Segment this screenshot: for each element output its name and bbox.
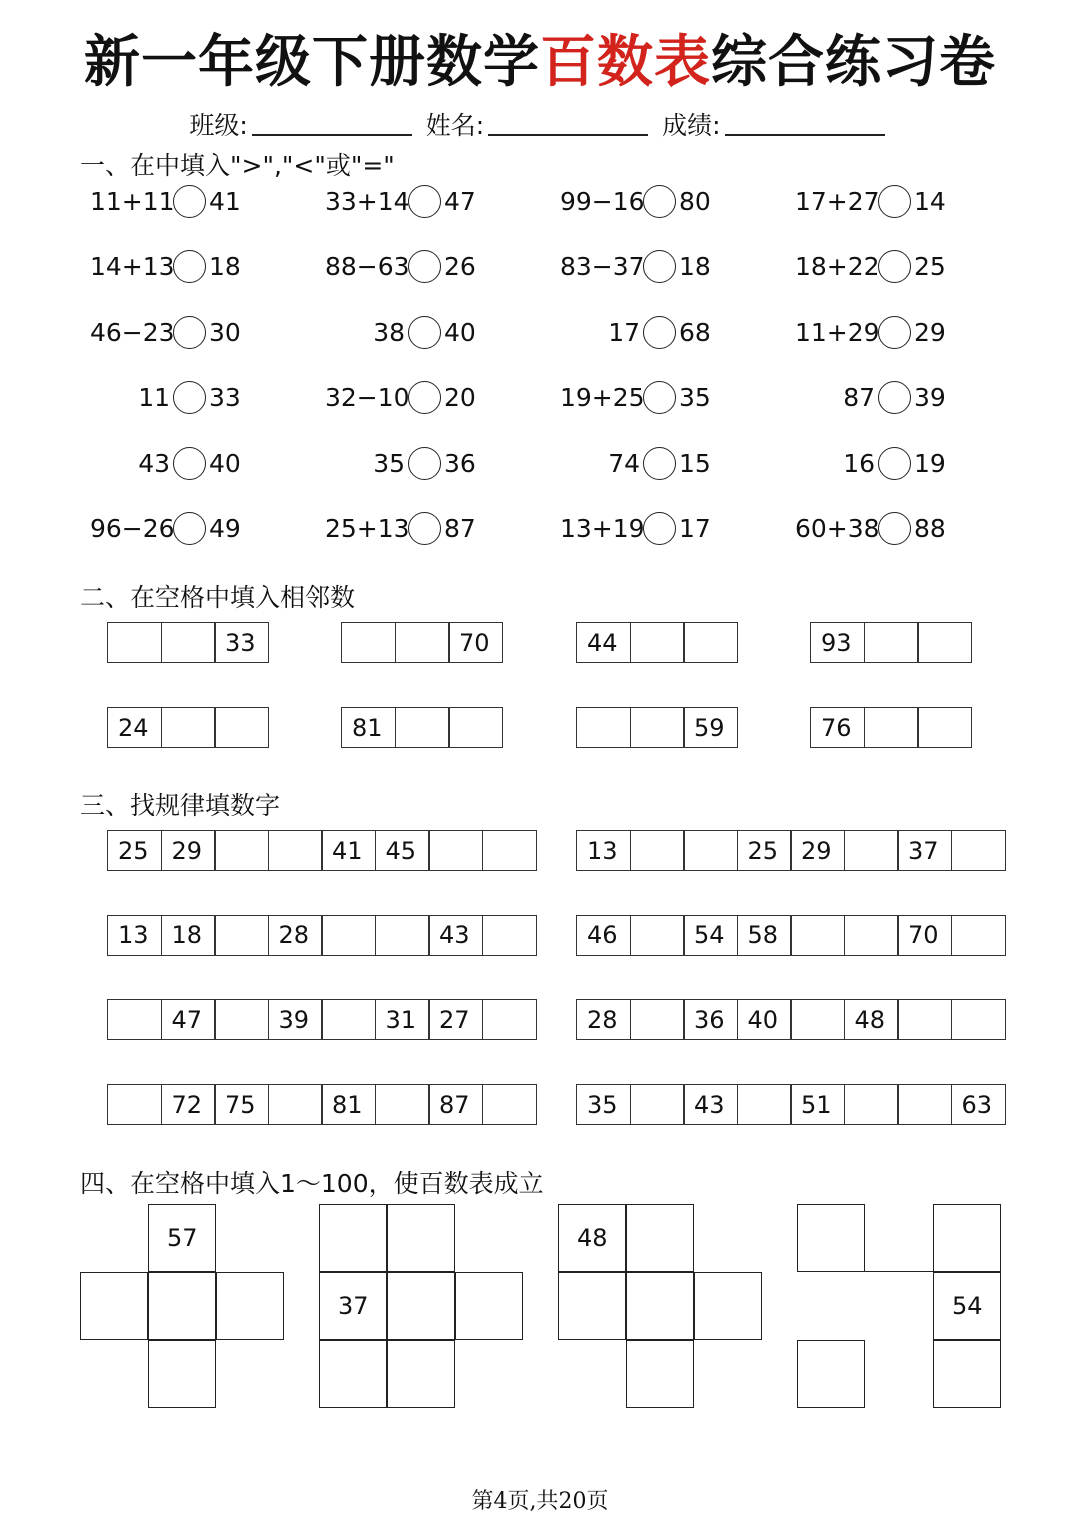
pattern-cell: 81: [321, 1084, 376, 1125]
comparison-item: [325, 247, 476, 287]
answer-circle[interactable]: [878, 250, 911, 283]
pattern-cell[interactable]: [683, 830, 738, 871]
compare-value: 87: [444, 514, 476, 543]
pattern-cell: 54: [683, 915, 738, 956]
expression: 46−23: [90, 317, 175, 347]
expression: 88−63: [325, 252, 410, 281]
pattern-cell[interactable]: [630, 1084, 685, 1125]
pattern-cell[interactable]: [107, 999, 162, 1040]
chart-cell[interactable]: [387, 1272, 455, 1340]
pattern-cell[interactable]: [844, 915, 899, 956]
pattern-cell: 48: [844, 999, 899, 1040]
comparison-item: [325, 378, 476, 418]
chart-cell[interactable]: [319, 1340, 387, 1408]
comparison-item: [560, 181, 711, 221]
expression: 25+13: [325, 514, 410, 543]
pattern-cell: 36: [683, 999, 738, 1040]
chart-cell[interactable]: [626, 1340, 694, 1408]
answer-circle[interactable]: [408, 185, 441, 218]
pattern-row: [576, 999, 1006, 1040]
answer-circle[interactable]: [408, 381, 441, 414]
chart-cell[interactable]: [455, 1272, 523, 1340]
pattern-cell[interactable]: [630, 830, 685, 871]
pattern-cell: 39: [268, 999, 323, 1040]
comparison-item: [325, 443, 476, 483]
pattern-cell[interactable]: [951, 915, 1006, 956]
answer-circle[interactable]: [173, 447, 206, 480]
answer-circle[interactable]: [878, 316, 911, 349]
pattern-cell: 46: [576, 915, 631, 956]
compare-value: 30: [209, 317, 241, 347]
compare-value: 80: [679, 186, 711, 216]
expression: 17+27: [795, 186, 880, 216]
pattern-cell[interactable]: [482, 915, 537, 956]
pattern-cell: 58: [737, 915, 792, 956]
answer-circle[interactable]: [878, 512, 911, 545]
comparison-item: [560, 509, 711, 549]
pattern-cell[interactable]: [897, 999, 952, 1040]
answer-circle[interactable]: [408, 512, 441, 545]
pattern-cell: 31: [375, 999, 430, 1040]
pattern-cell: 63: [951, 1084, 1006, 1125]
pattern-cell[interactable]: [214, 999, 269, 1040]
pattern-cell[interactable]: [482, 830, 537, 871]
chart-cell[interactable]: [626, 1272, 694, 1340]
answer-circle[interactable]: [408, 316, 441, 349]
pattern-cell[interactable]: [951, 830, 1006, 871]
expression: 16: [843, 448, 875, 478]
expression: 19+25: [560, 383, 645, 412]
chart-cell: 54: [933, 1272, 1001, 1340]
pattern-cell: 37: [897, 830, 952, 871]
pattern-cell[interactable]: [482, 999, 537, 1040]
section2-heading: 二、在空格中填入相邻数: [80, 583, 356, 612]
pattern-row: [107, 999, 537, 1040]
compare-value: 19: [914, 448, 946, 478]
neighbor-group: [341, 622, 503, 663]
neighbor-group: [107, 707, 269, 748]
class-blank[interactable]: [252, 110, 412, 136]
answer-circle[interactable]: [643, 447, 676, 480]
neighbor-group: [341, 707, 503, 748]
pattern-cell: 43: [683, 1084, 738, 1125]
pattern-cell: 75: [214, 1084, 269, 1125]
pattern-row: [576, 915, 1006, 956]
pattern-cell: 51: [790, 1084, 845, 1125]
pattern-cell: 41: [321, 830, 376, 871]
pattern-cell: 40: [737, 999, 792, 1040]
chart-cell[interactable]: [558, 1272, 626, 1340]
compare-value: 15: [679, 448, 711, 478]
pattern-cell: 13: [576, 830, 631, 871]
neighbor-cell[interactable]: [161, 622, 216, 663]
comparison-item: [795, 378, 946, 418]
section4-heading: 四、在空格中填入1～100，使百数表成立: [80, 1169, 544, 1198]
pattern-cell[interactable]: [482, 1084, 537, 1125]
pattern-cell[interactable]: [107, 1084, 162, 1125]
pattern-cell[interactable]: [630, 999, 685, 1040]
expression: 32−10: [325, 383, 410, 412]
pattern-row: [576, 1084, 1006, 1125]
chart-cell[interactable]: [387, 1340, 455, 1408]
comparison-item: [90, 247, 241, 287]
neighbor-group: [810, 622, 972, 663]
connector-line: [865, 1271, 933, 1272]
pattern-cell[interactable]: [268, 830, 323, 871]
neighbor-cell[interactable]: [576, 707, 631, 748]
compare-value: 88: [914, 514, 946, 543]
comparison-item: [795, 509, 946, 549]
pattern-cell[interactable]: [790, 915, 845, 956]
chart-cell[interactable]: [797, 1204, 865, 1272]
pattern-cell: 28: [576, 999, 631, 1040]
compare-value: 40: [444, 317, 476, 347]
student-info-line: 班级: 姓名: 成绩:: [0, 106, 1080, 142]
neighbor-cell[interactable]: [161, 707, 216, 748]
compare-value: 39: [914, 383, 946, 412]
section3-heading: 三、找规律填数字: [80, 791, 281, 820]
expression: 83−37: [560, 252, 645, 281]
pattern-cell: 45: [375, 830, 430, 871]
neighbor-cell[interactable]: [214, 707, 269, 748]
comparison-item: [90, 378, 241, 418]
chart-cell[interactable]: [216, 1272, 284, 1340]
comparison-item: [325, 181, 476, 221]
expression: 74: [608, 448, 640, 478]
pattern-cell: 35: [576, 1084, 631, 1125]
worksheet-title: 新一年级下册数学百数表综合练习卷: [84, 30, 996, 95]
pattern-cell[interactable]: [844, 1084, 899, 1125]
compare-value: 18: [679, 252, 711, 281]
comparison-item: [90, 181, 241, 221]
pattern-cell[interactable]: [375, 915, 430, 956]
comparison-item: [560, 378, 711, 418]
compare-value: 68: [679, 317, 711, 347]
neighbor-cell[interactable]: [683, 622, 738, 663]
chart-cell: 57: [148, 1204, 216, 1272]
compare-value: 17: [679, 514, 711, 543]
chart-cell[interactable]: [148, 1340, 216, 1408]
neighbor-cell[interactable]: [341, 622, 396, 663]
chart-cell[interactable]: [626, 1204, 694, 1272]
neighbor-cell: 70: [448, 622, 503, 663]
answer-circle[interactable]: [643, 250, 676, 283]
compare-value: 35: [679, 383, 711, 412]
compare-value: 49: [209, 514, 241, 543]
expression: 43: [138, 448, 170, 478]
pattern-cell[interactable]: [321, 915, 376, 956]
pattern-cell: 47: [161, 999, 216, 1040]
pattern-cell[interactable]: [737, 1084, 792, 1125]
compare-value: 36: [444, 448, 476, 478]
chart-cell[interactable]: [694, 1272, 762, 1340]
pattern-row: [107, 915, 537, 956]
expression: 60+38: [795, 514, 880, 543]
comparison-item: [560, 247, 711, 287]
neighbor-cell[interactable]: [395, 707, 450, 748]
expression: 11+11: [90, 186, 175, 216]
neighbor-cell: 44: [576, 622, 631, 663]
neighbor-cell: 93: [810, 622, 865, 663]
chart-cell[interactable]: [319, 1204, 387, 1272]
answer-circle[interactable]: [643, 185, 676, 218]
pattern-cell[interactable]: [214, 915, 269, 956]
pattern-cell[interactable]: [630, 915, 685, 956]
chart-cell[interactable]: [933, 1340, 1001, 1408]
pattern-row: [107, 830, 537, 871]
pattern-cell: 25: [107, 830, 162, 871]
chart-cell[interactable]: [80, 1272, 148, 1340]
pattern-cell[interactable]: [951, 999, 1006, 1040]
compare-value: 18: [209, 252, 241, 281]
answer-circle[interactable]: [173, 512, 206, 545]
comparison-item: [325, 312, 476, 352]
neighbor-cell[interactable]: [630, 707, 685, 748]
neighbor-cell: 24: [107, 707, 162, 748]
pattern-cell: 18: [161, 915, 216, 956]
expression: 96−26: [90, 514, 175, 543]
pattern-cell: 13: [107, 915, 162, 956]
neighbor-group: [810, 707, 972, 748]
comparison-item: [325, 509, 476, 549]
answer-circle[interactable]: [408, 250, 441, 283]
pattern-cell: 25: [737, 830, 792, 871]
pattern-cell: 70: [897, 915, 952, 956]
pattern-cell[interactable]: [375, 1084, 430, 1125]
neighbor-cell[interactable]: [107, 622, 162, 663]
expression: 13+19: [560, 514, 645, 543]
pattern-cell[interactable]: [790, 999, 845, 1040]
neighbor-cell: 76: [810, 707, 865, 748]
comparison-item: [560, 443, 711, 483]
expression: 99−16: [560, 186, 645, 216]
answer-circle[interactable]: [173, 381, 206, 414]
name-blank[interactable]: [488, 110, 648, 136]
compare-value: 29: [914, 317, 946, 347]
neighbor-cell[interactable]: [864, 707, 919, 748]
pattern-cell[interactable]: [214, 830, 269, 871]
answer-circle[interactable]: [643, 512, 676, 545]
compare-value: 47: [444, 186, 476, 216]
chart-cell: 37: [319, 1272, 387, 1340]
neighbor-cell: 81: [341, 707, 396, 748]
compare-value: 25: [914, 252, 946, 281]
neighbor-cell: 33: [214, 622, 269, 663]
neighbor-cell[interactable]: [917, 707, 972, 748]
expression: 11+29: [795, 317, 880, 347]
score-blank[interactable]: [725, 110, 885, 136]
answer-circle[interactable]: [173, 185, 206, 218]
pattern-row: [107, 1084, 537, 1125]
answer-circle[interactable]: [173, 316, 206, 349]
expression: 38: [373, 317, 405, 347]
pattern-cell[interactable]: [897, 1084, 952, 1125]
pattern-cell: 29: [161, 830, 216, 871]
expression: 18+22: [795, 252, 880, 281]
pattern-cell: 27: [428, 999, 483, 1040]
answer-circle[interactable]: [643, 316, 676, 349]
compare-value: 41: [209, 186, 241, 216]
comparison-item: [560, 312, 711, 352]
neighbor-group: [576, 622, 738, 663]
expression: 87: [843, 383, 875, 412]
page-footer: 第4页,共20页: [471, 1489, 609, 1514]
expression: 35: [373, 448, 405, 478]
answer-circle[interactable]: [878, 185, 911, 218]
comparison-item: [795, 247, 946, 287]
neighbor-cell[interactable]: [448, 707, 503, 748]
neighbor-group: [576, 707, 738, 748]
neighbor-cell[interactable]: [630, 622, 685, 663]
pattern-cell[interactable]: [428, 830, 483, 871]
comparison-item: [795, 181, 946, 221]
pattern-cell: 29: [790, 830, 845, 871]
compare-value: 33: [209, 383, 241, 412]
compare-value: 40: [209, 448, 241, 478]
pattern-cell: 28: [268, 915, 323, 956]
comparison-item: [795, 443, 946, 483]
compare-value: 26: [444, 252, 476, 281]
compare-value: 14: [914, 186, 946, 216]
answer-circle[interactable]: [408, 447, 441, 480]
chart-cell[interactable]: [387, 1204, 455, 1272]
answer-circle[interactable]: [878, 381, 911, 414]
comparison-item: [90, 443, 241, 483]
neighbor-cell: 59: [683, 707, 738, 748]
pattern-cell: 72: [161, 1084, 216, 1125]
answer-circle[interactable]: [643, 381, 676, 414]
answer-circle[interactable]: [878, 447, 911, 480]
chart-cell[interactable]: [797, 1340, 865, 1408]
neighbor-cell[interactable]: [864, 622, 919, 663]
neighbor-group: [107, 622, 269, 663]
chart-cell: 48: [558, 1204, 626, 1272]
comparison-item: [90, 509, 241, 549]
section1-heading: 一、在中填入">","<"或"=": [80, 151, 395, 180]
pattern-cell[interactable]: [844, 830, 899, 871]
pattern-cell[interactable]: [321, 999, 376, 1040]
comparison-item: [795, 312, 946, 352]
neighbor-cell[interactable]: [917, 622, 972, 663]
expression: 17: [608, 317, 640, 347]
pattern-cell[interactable]: [268, 1084, 323, 1125]
chart-cell[interactable]: [933, 1204, 1001, 1272]
pattern-row: [576, 830, 1006, 871]
answer-circle[interactable]: [173, 250, 206, 283]
neighbor-cell[interactable]: [395, 622, 450, 663]
pattern-cell: 43: [428, 915, 483, 956]
expression: 33+14: [325, 186, 410, 216]
chart-cell[interactable]: [148, 1272, 216, 1340]
comparison-item: [90, 312, 241, 352]
expression: 14+13: [90, 252, 175, 281]
pattern-cell: 87: [428, 1084, 483, 1125]
compare-value: 20: [444, 383, 476, 412]
expression: 11: [138, 383, 170, 412]
